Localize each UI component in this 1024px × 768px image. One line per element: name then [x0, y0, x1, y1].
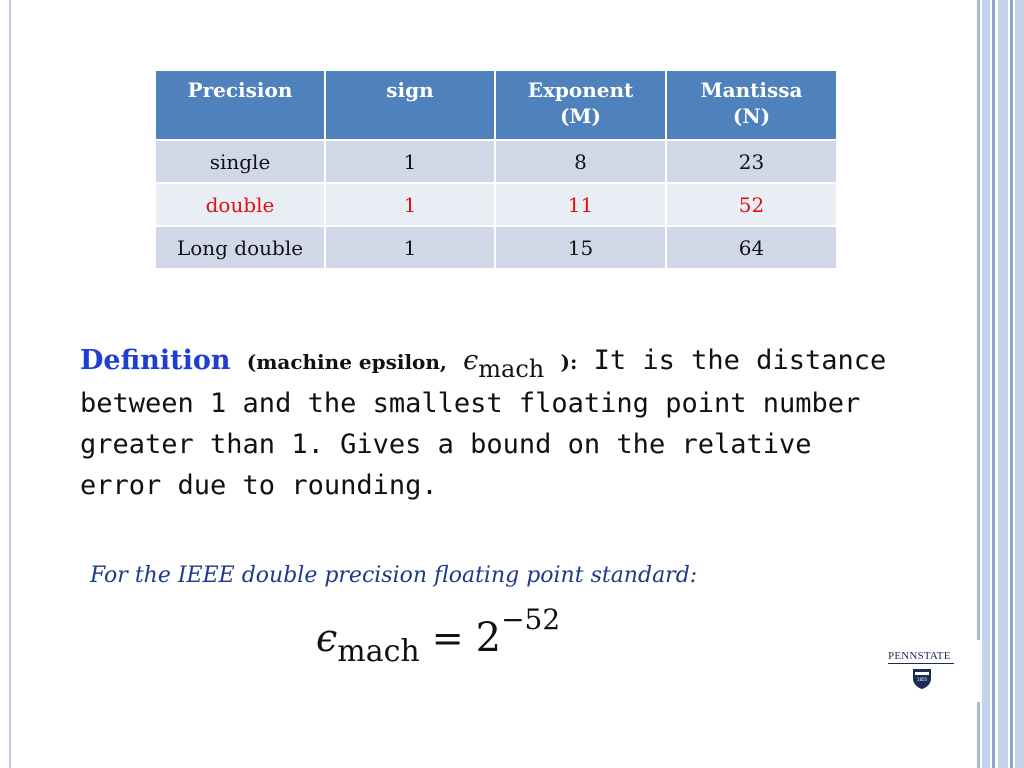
header-mantissa [666, 70, 837, 140]
table-header-row [155, 70, 837, 140]
formula-epsilon: ϵ [316, 616, 338, 660]
shield-icon [912, 668, 932, 690]
definition-text: It is the distance between 1 and the smallest floating point number greater than 1. Gives a bound on the relative error due to rounding. [80, 345, 887, 501]
formula-exponent: −52 [501, 603, 561, 636]
header-sign: sign [325, 70, 495, 140]
definition-paren-close: ): [560, 350, 578, 374]
left-decorative-rule [9, 0, 11, 768]
cell-sign: 1 [325, 183, 495, 226]
cell-mantissa: 64 [666, 226, 837, 269]
table-row [155, 183, 837, 226]
cell-precision: single [155, 140, 325, 183]
table-row [155, 226, 837, 269]
logo-wordmark: PENNSTATE [888, 650, 951, 662]
cell-exponent: 15 [495, 226, 666, 269]
cell-exponent: 11 [495, 183, 666, 226]
epsilon-symbol: ϵ [463, 345, 479, 376]
logo-underline [888, 663, 954, 664]
cell-mantissa: 52 [666, 183, 837, 226]
formula-equals: = [431, 616, 464, 660]
table-row [155, 140, 837, 183]
header-exponent [495, 70, 666, 140]
header-mantissa-label: Mantissa (N) [700, 78, 803, 128]
cell-precision: Long double [155, 226, 325, 269]
formula-subscript: mach [337, 634, 420, 669]
cell-mantissa: 23 [666, 140, 837, 183]
cell-exponent: 8 [495, 140, 666, 183]
precision-table [154, 69, 838, 270]
cell-precision: double [155, 183, 325, 226]
pennstate-logo [888, 640, 982, 702]
definition-term: Definition [80, 345, 231, 376]
definition-paren-open: (machine epsilon, [246, 350, 447, 374]
cell-sign: 1 [325, 140, 495, 183]
cell-sign: 1 [325, 226, 495, 269]
logo-year: 1855 [916, 677, 928, 682]
right-decorative-stripes [977, 0, 1024, 768]
header-precision: Precision [155, 70, 325, 140]
formula-base: 2 [475, 615, 502, 661]
epsilon-subscript: mach [478, 355, 545, 383]
definition-paragraph [80, 340, 900, 506]
machine-epsilon-formula [316, 603, 561, 669]
header-exponent-label: Exponent (M) [527, 78, 634, 128]
ieee-note: For the IEEE double precision floating point standard: [90, 563, 698, 588]
